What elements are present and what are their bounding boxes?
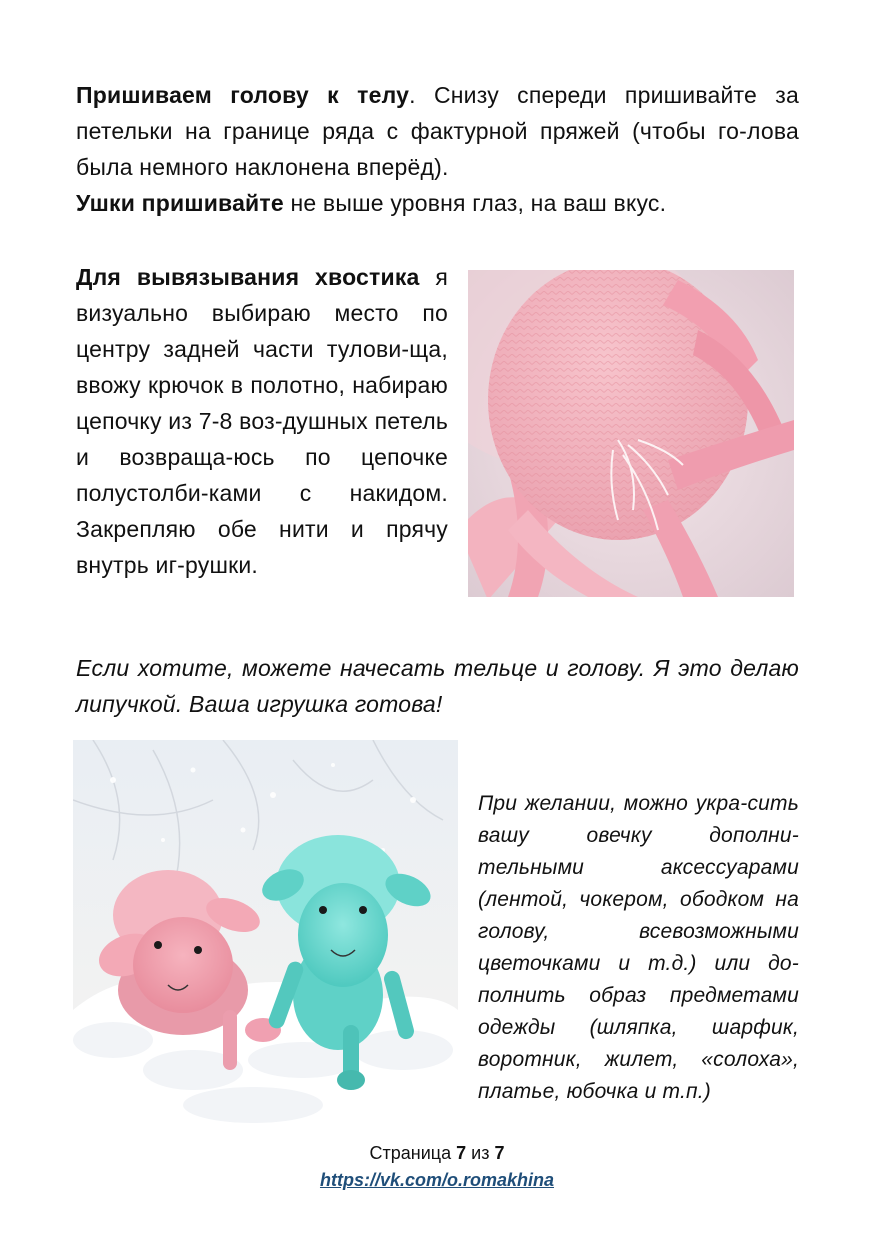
finish-paragraph: Если хотите, можете начесать тельце и голову. Я это делаю липучкой. Ваша игрушка готова! bbox=[76, 655, 799, 717]
tail-title: Для вывязывания хвостика bbox=[76, 264, 420, 290]
page-word: Страница bbox=[369, 1143, 452, 1163]
tail-closeup-photo bbox=[468, 270, 794, 597]
footer-link-row bbox=[0, 1168, 874, 1192]
page-number bbox=[0, 1141, 874, 1165]
author-vk-link[interactable]: https://vk.com/o.romakhina bbox=[319, 1170, 555, 1190]
head-sewing-text: . Снизу спереди пришивайте за петельки на границе ряда с фактурной пряжей (чтобы го-лова была немного наклонена вперёд). bbox=[76, 82, 799, 180]
ears-title: Ушки пришивайте bbox=[76, 190, 284, 216]
finished-sheep-photo bbox=[73, 740, 458, 1126]
page-of: из bbox=[471, 1143, 490, 1163]
page-total: 7 bbox=[494, 1143, 505, 1163]
tail-paragraph bbox=[76, 259, 448, 583]
head-sewing-title: Пришиваем голову к телу bbox=[76, 82, 410, 108]
ears-text: не выше уровня глаз, на ваш вкус. bbox=[283, 190, 667, 216]
head-sewing-paragraph bbox=[76, 77, 799, 221]
decoration-paragraph: При желании, можно укра-сить вашу овечку дополни-тельными аксессуарами (лентой, чокером, ободком на голову, всевозможными цветочками и т.д.) или до-полнить образ предметами одежды (шляпка, шарфик, воротник, жилет, «солоха», платье, юбочка и т.п.) bbox=[478, 792, 799, 1103]
tail-text: я визуально выбираю место по центру задней части тулови-ща, ввожу крючок в полотно, набираю цепочку из 7-8 воз-душных петель и возвраща-юсь по цепочке полустолби-ками с накидом. Закрепляю обе нити и прячу внутрь иг-рушки. bbox=[76, 264, 449, 578]
page-current: 7 bbox=[456, 1143, 467, 1163]
